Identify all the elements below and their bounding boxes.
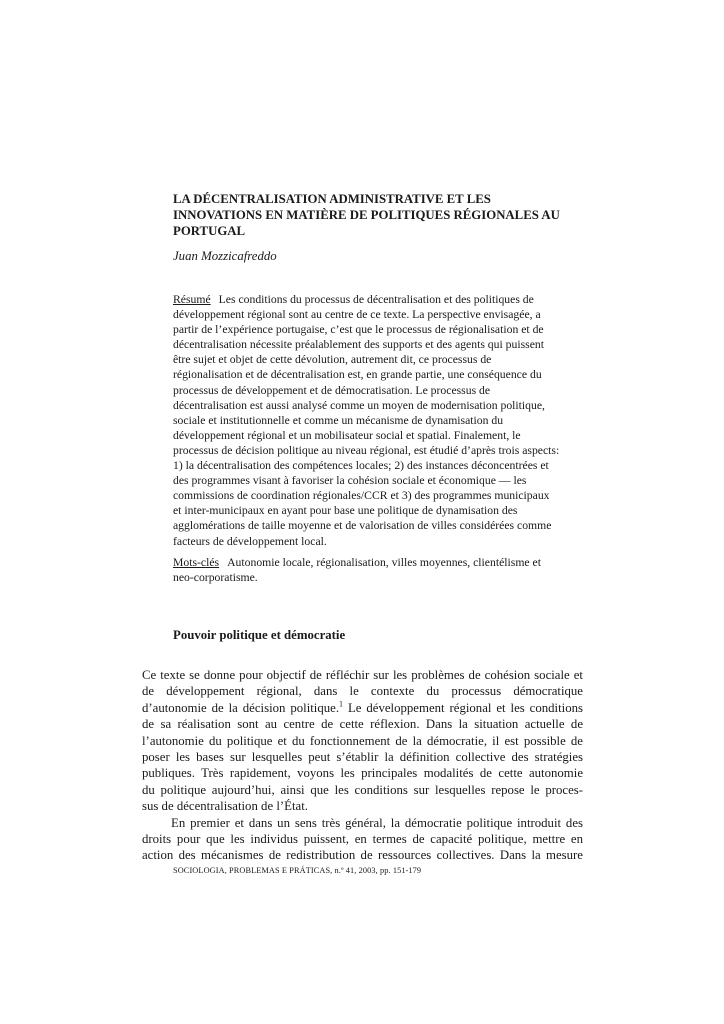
keywords-line [173,555,588,570]
title-line: LA DÉCENTRALISATION ADMINISTRATIVE ET LES [173,192,491,206]
abstract-line: 1) la décentralisation des compétences locales; 2) des instances déconcentrées et [173,459,549,473]
abstract-line: décentralisation nécessite préalablement des supports et des agents qui puissent [173,338,544,352]
body-line: publiques. Très rapidement, voyons les principales modalités de cette autonomie [142,766,583,781]
body-line: En premier et dans un sens très général, la démocratie politique introduit des [171,815,583,830]
body-line: Ce texte se donne pour objectif de réfléchir sur les problèmes de cohésion sociale et [142,668,583,682]
abstract-line: régionalisation et de décentralisation est, en grande partie, une conséquence du [173,368,542,382]
abstract-line: être sujet et objet de cette dévolution, autrement dit, ce processus de [173,353,492,367]
abstract-label: Résumé [173,293,211,306]
abstract-line: processus de décision politique au niveau régional, est étudié d’après trois aspects: [173,443,560,457]
body-line [142,700,583,716]
keywords-text: Autonomie locale, régionalisation, villes moyennes, clientélisme et [227,556,541,569]
keywords-line: neo-corporatisme. [173,571,258,585]
body-text [142,667,583,864]
footnote-ref[interactable]: 1 [339,699,344,709]
body-line: action des mécanismes de redistribution de ressources collectives. Dans la mesure [142,848,583,863]
abstract-line: développement régional sont au centre de ce texte. La perspective envisagée, a [173,308,541,322]
abstract-line: commissions de coordination régionales/CCR et 3) des programmes municipaux [173,489,550,503]
abstract-line: processus de développement et de démocratisation. Le processus de [173,383,491,397]
body-line: droits pour que les individus puissent, en termes de capacité politique, mettre en [142,832,583,847]
abstract-text: Les conditions du processus de décentralisation et des politiques de [218,293,534,306]
author-name: Juan Mozzicafreddo [173,249,277,263]
abstract-line: et inter-municipaux en ayant pour base une politique de dynamisation des [173,504,518,518]
abstract-line: développement régional et un mobilisateur social et spatial. Finalement, le [173,428,521,442]
abstract-line: partir de l’expérience portugaise, c’est que le processus de régionalisation et de [173,323,544,337]
title-line: PORTUGAL [173,224,246,238]
body-line: sus de décentralisation de l’État. [142,799,308,814]
abstract-line: agglomérations de taille moyenne et de valorisation de villes considérées comme [173,519,552,533]
body-line: poser les bases sur lesquelles peut s’établir la définition collective des stratégies [142,750,583,765]
footer-citation: SOCIOLOGIA, PROBLEMAS E PRÁTICAS, n.º 41, 2003, pp. 151-179 [173,866,422,875]
abstract-line: sociale et institutionnelle et comme un mécanisme de dynamisation du [173,413,504,427]
section-heading: Pouvoir politique et démocratie [173,628,346,642]
keywords-label: Mots-clés [173,556,220,569]
abstract-line: décentralisation est aussi analysé comme un moyen de modernisation politique, [173,398,545,412]
abstract-line [173,292,588,307]
title-line: INNOVATIONS EN MATIÈRE DE POLITIQUES RÉGIONALES AU [173,208,560,222]
body-line: de développement régional, dans le contexte du processus démocratique [142,684,583,699]
body-line: l’autonomie du politique et du fonctionnement de la démocratie, il est possible de [142,733,583,748]
body-line: de sa réalisation sont au centre de cette réflexion. Dans la situation actuelle de [142,717,583,732]
body-text-fragment: d’autonomie de la décision politique. [142,700,340,715]
abstract-line: des programmes visant à favoriser la cohésion sociale et économique — les [173,474,527,488]
body-line: du politique aujourd’hui, ainsi que les conditions sur lesquelles repose le proces- [142,782,583,797]
article-title [173,191,593,239]
keywords [173,555,588,585]
abstract [173,292,588,549]
body-text-fragment: Le développement régional et les conditions [343,700,583,715]
abstract-line: facteurs de développement local. [173,534,327,548]
